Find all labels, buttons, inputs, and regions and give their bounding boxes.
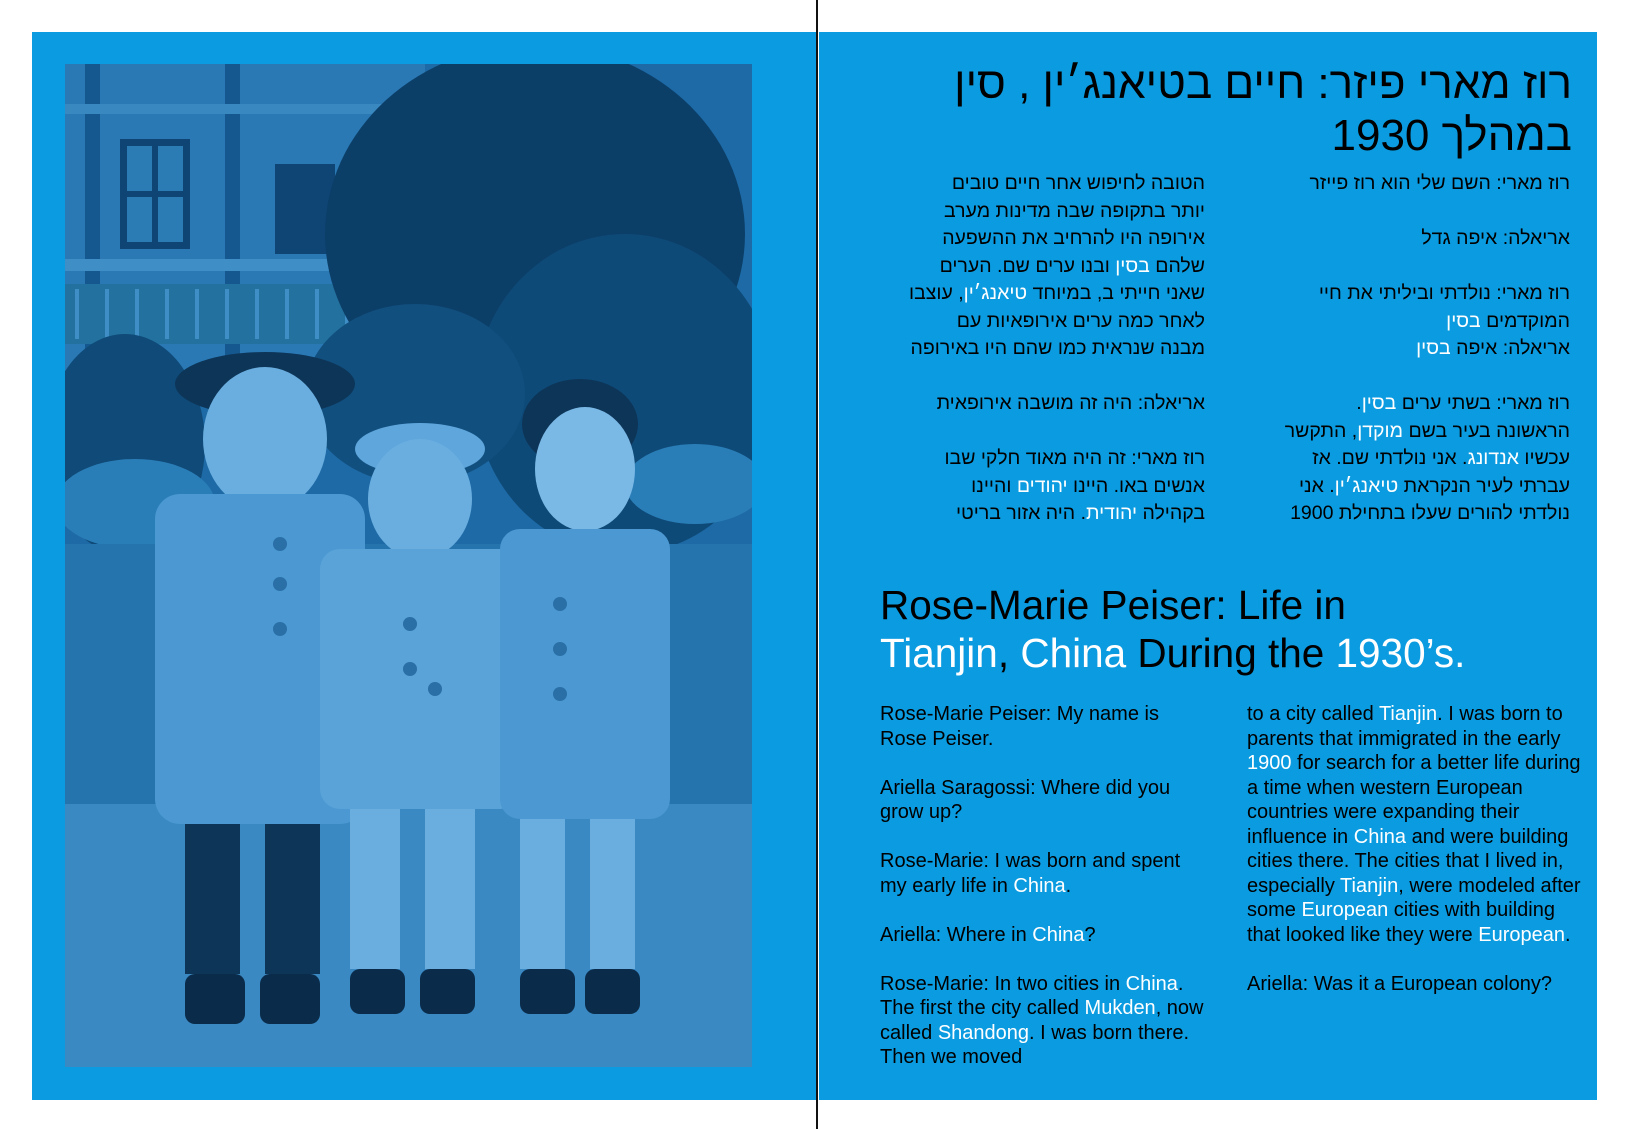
english-text: Ariella: Where in <box>880 923 1033 946</box>
english-text: . I was born to parents that immigrated in the early <box>1247 703 1563 750</box>
english-title-china: China <box>1020 630 1127 676</box>
english-title <box>880 581 1580 677</box>
hebrew-title-line-2 <box>880 110 1572 162</box>
english-column-right <box>1247 702 1582 1021</box>
hebrew-highlight: יהודית <box>1086 502 1138 524</box>
english-paragraph: Rose-Marie Peiser: My name is Rose Peiser. <box>880 703 1159 750</box>
english-paragraph <box>880 923 1210 948</box>
english-text: Rose-Marie: I was born and spent my early life in <box>880 850 1181 897</box>
hebrew-line: אירופה היו להרחיב את ההשפעה <box>942 227 1205 249</box>
english-text: . <box>1565 923 1571 946</box>
english-text: . <box>1065 874 1072 897</box>
hebrew-text: הראשונה בעיר בשם <box>1403 419 1570 442</box>
hebrew-paragraph <box>1238 335 1570 363</box>
hebrew-text: והיינו <box>971 474 1017 497</box>
hebrew-line: הטובה לחיפוש אחר חיים טובים <box>951 172 1205 194</box>
english-text: for search for a better life during a time when western European countries were expanding their influence in <box>1247 752 1581 848</box>
english-text: , were modeled after some <box>1247 874 1581 921</box>
hebrew-highlight: בסין <box>1416 337 1451 359</box>
english-text: Rose-Marie: In two cities in <box>880 972 1126 995</box>
hebrew-line: רוז מארי: זה היה מאוד חלקי שבו <box>944 447 1205 469</box>
hebrew-column-right <box>1238 170 1570 555</box>
hebrew-line: יותר בתקופה שבה מדינות מערב <box>944 199 1205 222</box>
english-column-left <box>880 702 1210 1094</box>
hebrew-text: אנשים באו. היינו <box>1067 474 1205 497</box>
hebrew-paragraph: אריאלה: איפה גדל <box>1421 227 1570 249</box>
english-paragraph <box>880 849 1210 898</box>
english-highlight: Tianjin <box>1378 703 1438 725</box>
hebrew-line: מבנה שנראית כמו שהם היו באירופה <box>910 337 1205 359</box>
english-title-during: During the <box>1126 630 1336 676</box>
hebrew-title-text: במהלך <box>1429 111 1572 160</box>
hebrew-text: . אני נולדתי שם. אז <box>1312 447 1468 469</box>
hebrew-text: שאני חייתי ב, במיוחד <box>1027 282 1205 304</box>
hebrew-line: רוז מארי: נולדתי וביליתי את חיי <box>1318 282 1570 304</box>
english-text: and were building cities there. The cities that I lived in, especially <box>1247 825 1569 897</box>
hebrew-highlight: יהודים <box>1016 474 1068 497</box>
english-paragraph: Ariella Saragossi: Where did you grow up? <box>880 776 1171 823</box>
hebrew-text: עכשיו <box>1519 447 1570 469</box>
hebrew-highlight: בסין <box>1115 254 1150 277</box>
english-paragraph <box>880 972 1210 1070</box>
hebrew-text: בקהילה <box>1137 502 1205 524</box>
hebrew-title <box>880 58 1572 162</box>
hebrew-paragraph <box>870 170 1205 363</box>
english-text: to a city called <box>1247 703 1379 725</box>
hebrew-paragraph <box>870 445 1205 528</box>
english-highlight: European <box>1478 923 1565 946</box>
hebrew-paragraph: אריאלה: היה זה מושבה אירופאית <box>936 392 1205 414</box>
english-highlight: 1900 <box>1247 752 1292 774</box>
hebrew-column-left <box>870 170 1205 555</box>
page-spine <box>816 0 818 1129</box>
hebrew-highlight: בסין <box>1361 392 1397 414</box>
english-title-sep: , <box>997 630 1021 676</box>
english-highlight: China <box>1032 923 1085 946</box>
hebrew-paragraph <box>1238 280 1570 335</box>
hebrew-highlight: מוקדן <box>1357 419 1404 442</box>
hebrew-text: , התקשר <box>1284 419 1358 442</box>
hebrew-line: נולדתי להורים שעלו בתחילת 1900 <box>1290 502 1570 524</box>
english-highlight: Mukden <box>1084 997 1156 1019</box>
english-text: . I was born there. Then we moved <box>880 1021 1190 1068</box>
english-highlight: China <box>1013 874 1066 897</box>
hebrew-text: ובנו ערים שם. הערים <box>939 254 1116 277</box>
hebrew-line: לאחר כמה ערים אירופאיות עם <box>956 309 1205 332</box>
hebrew-text: . אני <box>1298 474 1335 497</box>
english-title-year: 1930’s <box>1335 630 1455 676</box>
photo-illustration <box>65 64 752 1067</box>
hebrew-highlight: טיאנג׳ין <box>1334 474 1399 497</box>
hebrew-text: אריאלה: איפה <box>1450 337 1570 359</box>
english-highlight: China <box>1125 972 1178 995</box>
hebrew-text: . <box>1356 392 1362 414</box>
english-highlight: European <box>1301 899 1389 921</box>
english-text: cities with building that looked like they were <box>1247 899 1555 946</box>
hebrew-text: . היה אזור בריטי <box>955 502 1087 524</box>
hebrew-highlight: טיאנג׳ין <box>963 282 1028 304</box>
hebrew-text: עברתי לעיר הנקראת <box>1398 474 1570 497</box>
english-text: ? <box>1084 923 1096 946</box>
hebrew-title-year: 1930 <box>1331 111 1430 160</box>
english-paragraph: Ariella: Was it a European colony? <box>1247 972 1552 995</box>
english-paragraph <box>1247 702 1582 947</box>
english-highlight: China <box>1353 825 1407 848</box>
english-text: . The first the city called <box>880 972 1184 1019</box>
hebrew-title-line-1: רוז מארי פיזר: חיים בטיאנג׳ין , סין <box>954 59 1572 108</box>
hebrew-text: , עוצבו <box>909 282 964 304</box>
hebrew-highlight: אנדונג <box>1467 447 1520 469</box>
hebrew-text: רוז מארי: בשתי ערים <box>1396 392 1570 414</box>
hebrew-text: שלהם <box>1149 254 1205 277</box>
english-text: , now called <box>880 997 1204 1044</box>
hebrew-text: המוקדמים <box>1480 309 1570 332</box>
hebrew-paragraph <box>1238 390 1570 528</box>
children-photo <box>65 64 752 1067</box>
hebrew-highlight: בסין <box>1446 309 1481 332</box>
english-title-dot: . <box>1454 630 1466 676</box>
hebrew-paragraph: רוז מארי: השם שלי הוא רוז פייזר <box>1309 172 1570 194</box>
english-highlight: Shandong <box>937 1021 1030 1044</box>
english-title-tianjin: Tianjin <box>880 630 998 676</box>
english-highlight: Tianjin <box>1340 874 1399 897</box>
english-title-line-1: Rose-Marie Peiser: Life in <box>880 582 1346 628</box>
